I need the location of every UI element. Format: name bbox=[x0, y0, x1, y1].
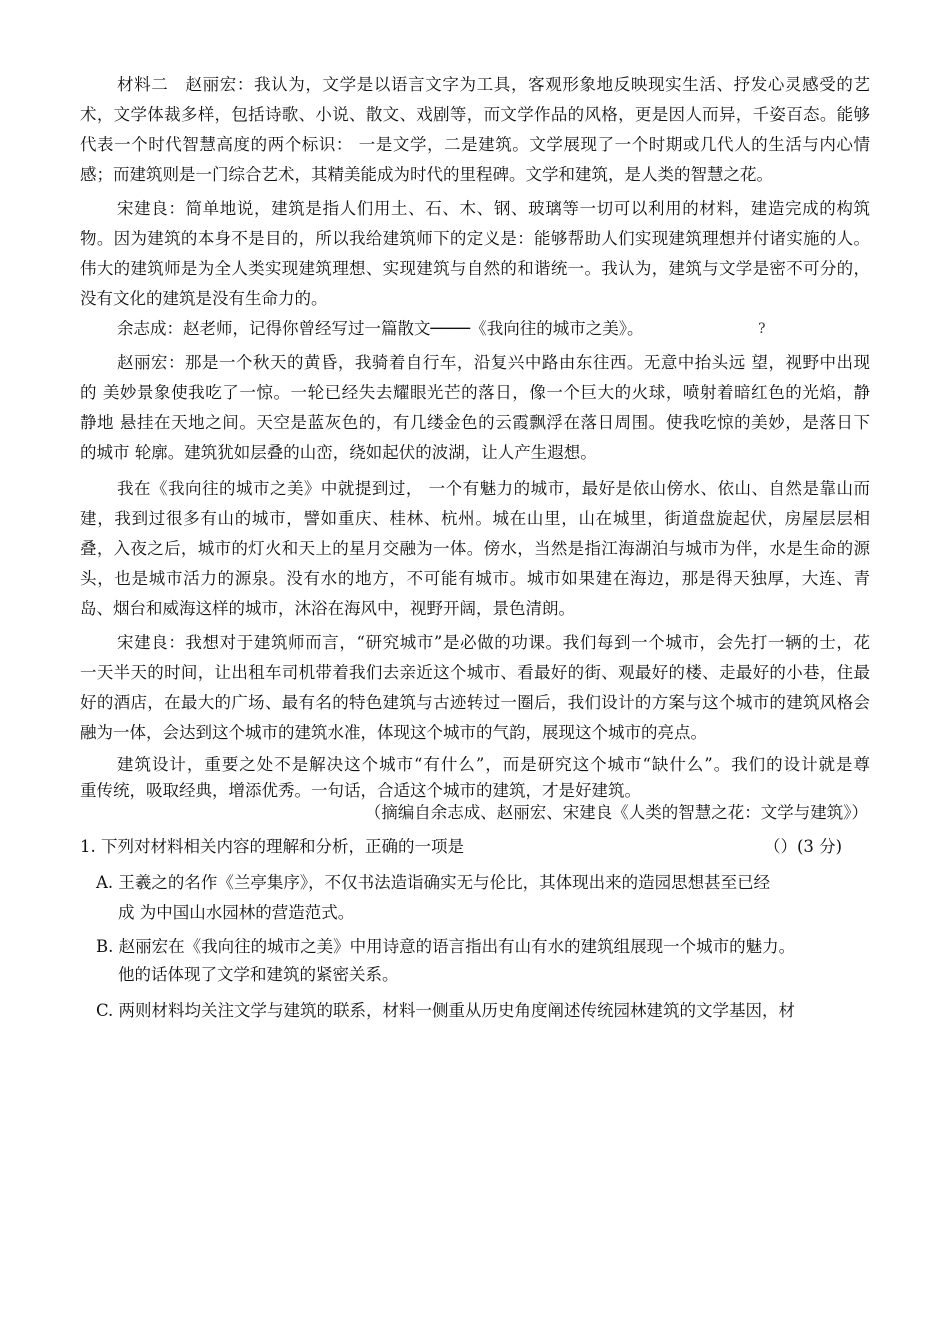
text-line: 感；而建筑则是一门综合艺术，其精美能成为时代的里程碑。文学和建筑，是人类的智慧之花。 bbox=[80, 165, 773, 184]
text-line: 建，我到过很多有山的城市，譬如重庆、桂林、杭州。城在山里，山在城里，街道盘旋起伏，房屋层层相 bbox=[80, 509, 870, 528]
text-line: 岛、烟台和威海这样的城市，沐浴在海风中，视野开阔，景色清朗。 bbox=[80, 599, 575, 618]
text-line: 头，也是城市活力的源泉。没有水的地方，不可能有城市。城市如果建在海边，那是得天独厚，大连、青 bbox=[80, 569, 870, 588]
text-line: 术，文学体裁多样，包括诗歌、小说、散文、戏剧等，而文学作品的风格，更是因人而异，千姿百态。能够 bbox=[80, 105, 870, 124]
text-line: 建筑设计，重要之处不是解决这个城市“有什么”，而是研究这个城市“缺什么”。我们的设计就是尊 bbox=[117, 755, 870, 774]
source-citation: （摘编自余志成、赵丽宏、宋建良《人类的智慧之花：文学与建筑》） bbox=[364, 803, 868, 822]
text-line: 代表一个时代智慧高度的两个标识： 一是文学，二是建筑。文学展现了一个时期或几代人的生活与内心情 bbox=[80, 135, 870, 154]
text-line: 余志成：赵老师，记得你曾经写过一篇散文────《我向往的城市之美》。 bbox=[117, 319, 644, 338]
text-line: 好的酒店，在最大的广场、最有名的特色建筑与古迹转过一圈后，我们设计的方案与这个城市的建筑风格会 bbox=[80, 693, 870, 712]
text-line: 赵丽宏：那是一个秋天的黄昏，我骑着自行车，沿复兴中路由东往西。无意中抬头远 望，视野中出现 bbox=[117, 353, 870, 372]
text-line: 宋建良：我想对于建筑师而言，“研究城市”是必做的功课。我们每到一个城市，会先打一辆的士，花 bbox=[117, 633, 870, 652]
text-line: 没有文化的建筑是没有生命力的。 bbox=[80, 289, 328, 308]
text-line: 一天半天的时间，让出租车司机带着我们去亲近这个城市、看最好的街、观最好的楼、走最好的小巷，住最 bbox=[80, 663, 870, 682]
text-line: 的 美妙景象使我吃了一惊。一轮已经失去耀眼光芒的落日，像一个巨大的火球，喷射着暗红色的光焰，静 bbox=[80, 383, 870, 402]
text-line: 我在《我向往的城市之美》中就提到过， 一个有魅力的城市，最好是依山傍水、依山、自然是靠山而 bbox=[117, 479, 870, 498]
text-line: 伟大的建筑师是为全人类实现建筑理想、实现建筑与自然的和谐统一。我认为，建筑与文学是密不可分的， bbox=[80, 259, 870, 278]
text-line: 叠，入夜之后，城市的灯火和天上的星月交融为一体。傍水，当然是指江海湖泊与城市为伴，水是生命的源 bbox=[80, 539, 870, 558]
option-a: A. 王羲之的名作《兰亭集序》，不仅书法造诣确实无与伦比，其体现出来的造园思想甚至已经 bbox=[96, 873, 771, 892]
stray-question-mark: ? bbox=[758, 321, 766, 337]
text-line: 的城市 轮廓。建筑犹如层叠的山峦，绕如起伏的波湖，让人产生遐想。 bbox=[80, 443, 597, 462]
question-score: （）(3 分) bbox=[764, 837, 843, 856]
option-a-continued: 成 为中国山水园林的营造范式。 bbox=[118, 903, 355, 922]
option-b-continued: 他的话体现了文学和建筑的紧密关系。 bbox=[118, 965, 399, 984]
text-line: 融为一体，会达到这个城市的建筑水准，体现这个城市的气韵，展现这个城市的亮点。 bbox=[80, 723, 707, 742]
text-line: 材料二 赵丽宏：我认为，文学是以语言文字为工具，客观形象地反映现实生活、抒发心灵感受的艺 bbox=[117, 75, 870, 94]
text-line: 静地 悬挂在天地之间。天空是蓝灰色的，有几缕金色的云霞飘浮在落日周围。使我吃惊的美妙，是落日下 bbox=[80, 413, 870, 432]
question-stem: 1. 下列对材料相关内容的理解和分析，正确的一项是 bbox=[80, 837, 464, 856]
text-line: 物。因为建筑的本身不是目的，所以我给建筑师下的定义是：能够帮助人们实现建筑理想并付诸实施的人。 bbox=[80, 229, 870, 248]
text-line: 重传统，吸取经典，增添优秀。一句话，合适这个城市的建筑，才是好建筑。 bbox=[80, 781, 641, 800]
option-c: C. 两则材料均关注文学与建筑的联系，材料一侧重从历史角度阐述传统园林建筑的文学基因，材 bbox=[96, 1001, 796, 1020]
option-b: B. 赵丽宏在《我向往的城市之美》中用诗意的语言指出有山有水的建筑组展现一个城市的魅力。 bbox=[96, 937, 796, 956]
text-line: 宋建良：简单地说，建筑是指人们用土、石、木、钢、玻璃等一切可以利用的材料，建造完成的构筑 bbox=[117, 199, 870, 218]
